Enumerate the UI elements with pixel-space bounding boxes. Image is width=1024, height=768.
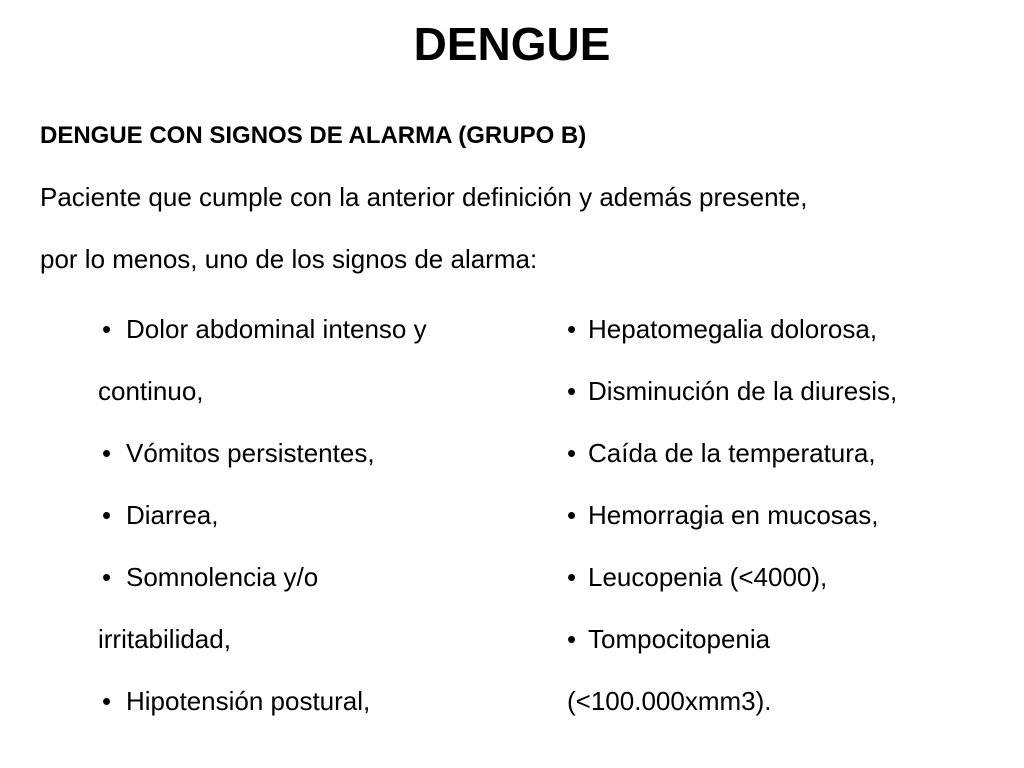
- list-item: [567, 360, 1007, 422]
- bullet-icon: •: [567, 500, 577, 530]
- list-item: [98, 422, 518, 484]
- list-item: [98, 484, 518, 546]
- list-item-text-continued: (<100.000xmm3).: [567, 686, 772, 716]
- list-item: [98, 298, 518, 422]
- intro-paragraph: [40, 166, 1000, 290]
- list-item-text-continued: irritabilidad,: [98, 624, 231, 654]
- list-item-text: Caída de la temperatura,: [588, 438, 876, 468]
- bullet-icon: •: [567, 562, 577, 592]
- list-item: [567, 422, 1007, 484]
- list-item-text: Tompocitopenia: [588, 624, 771, 654]
- list-item-text: Vómitos persistentes,: [126, 438, 375, 468]
- bullet-icon: •: [102, 562, 112, 592]
- list-item-text: Diarrea,: [126, 500, 219, 530]
- bullet-icon: •: [102, 438, 112, 468]
- bullet-icon: •: [567, 438, 577, 468]
- left-bullet-list: [98, 298, 518, 732]
- list-item: [567, 608, 1007, 732]
- bullet-icon: •: [567, 376, 577, 406]
- intro-line-2: por lo menos, uno de los signos de alarma:: [40, 244, 538, 274]
- list-item-text-continued: continuo,: [98, 376, 204, 406]
- list-item: [98, 546, 518, 670]
- list-item-text: Leucopenia (<4000),: [588, 562, 828, 592]
- intro-line-1: Paciente que cumple con la anterior definición y además presente,: [40, 182, 808, 212]
- list-item: [567, 546, 1007, 608]
- list-item: [567, 484, 1007, 546]
- bullet-icon: •: [102, 314, 112, 344]
- list-item-text: Disminución de la diuresis,: [588, 376, 898, 406]
- list-item-text: Somnolencia y/o: [126, 562, 319, 592]
- right-bullet-list: [567, 298, 1007, 732]
- bullet-icon: •: [102, 686, 112, 716]
- list-item-text: Hepatomegalia dolorosa,: [588, 314, 878, 344]
- slide-title: DENGUE: [413, 18, 611, 70]
- list-item: [567, 298, 1007, 360]
- list-item-text: Hemorragia en mucosas,: [588, 500, 879, 530]
- bullet-icon: •: [567, 314, 577, 344]
- bullet-icon: •: [102, 500, 112, 530]
- list-item-text: Hipotensión postural,: [126, 686, 371, 716]
- slide-subtitle: DENGUE CON SIGNOS DE ALARMA (GRUPO B): [40, 122, 587, 149]
- bullet-icon: •: [567, 624, 577, 654]
- list-item: [98, 670, 518, 732]
- list-item-text: Dolor abdominal intenso y: [126, 314, 427, 344]
